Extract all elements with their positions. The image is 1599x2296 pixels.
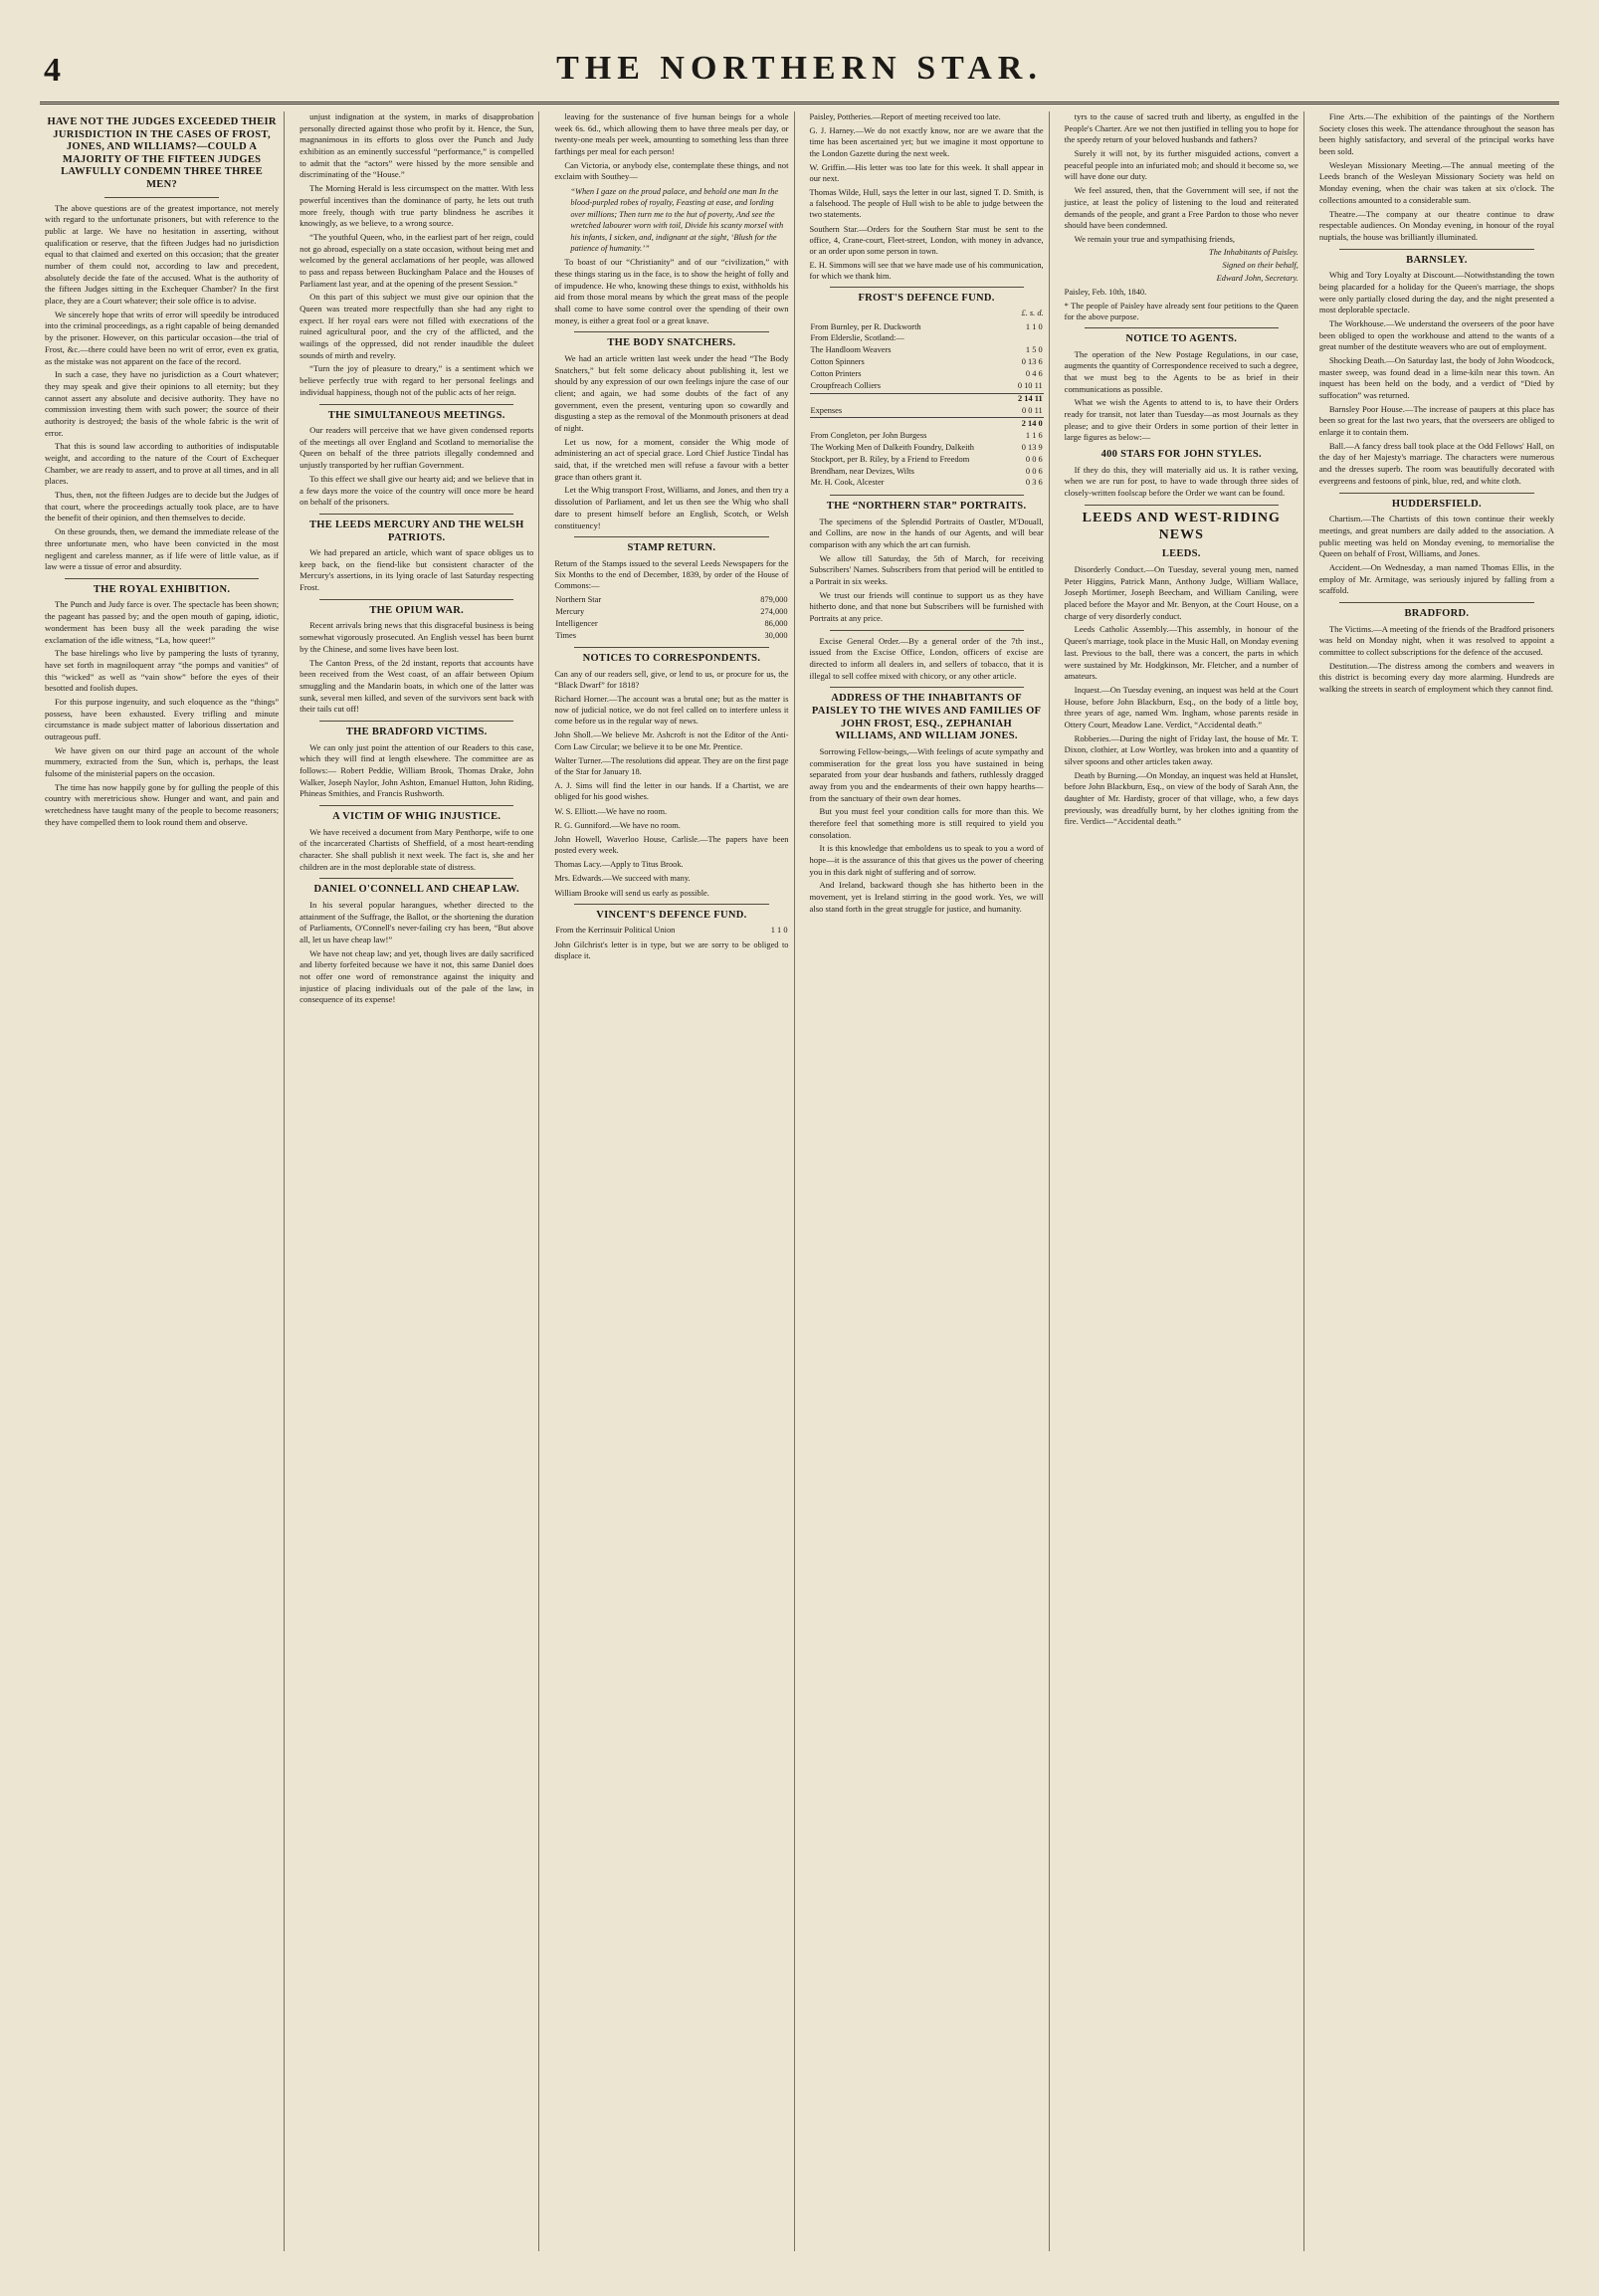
paragraph: unjust indignation at the system, in marks of disapprobation personally directed against those who profit by it. Hence, the Sun, magnanimous in its efforts to gloss over the Punch and Judy exhibition as an eminently successful “performance,” is compelled to admit that the “actors” were hissed by the more sensible and discriminating of the “House.” [300, 111, 534, 180]
stamp-label: Northern Star [555, 594, 602, 604]
frost-fund-label: Cotton Spinners [810, 357, 865, 367]
frost-fund-label: Cotton Printers [810, 369, 862, 379]
stamp-row [554, 630, 788, 642]
paragraph: Theatre.—The company at our theatre continue to draw respectable audiences. On Monday evening, in honour of the royal nuptials, the house was brilliantly illuminated. [1318, 208, 1554, 242]
headline-judges: HAVE NOT THE JUDGES EXCEEDED THEIR JURISDICTION IN THE CASES OF FROST, JONES, AND WILLIAMS?—COULD A MAJORITY OF THE FIFTEEN JUDGES LAWFULLY CONDEMN THREE THREE MEN? [47, 116, 277, 190]
paragraph: We sincerely hope that writs of error will speedily be introduced into the criminal proceedings, as a right capable of being demanded by the prisoner. However, on this particular occasion—the trial of Frost, &c.—there could have been no writ of error, even ex gratia, as the mistake was not apparent on the face of the record. [45, 309, 280, 366]
headline-portraits: THE “NORTHERN STAR” PORTRAITS. [826, 500, 1027, 512]
paragraph: Recent arrivals bring news that this disgraceful business is being somewhat vigorously prosecuted. An English vessel has been burnt by the Chinese, and some lives have been lost. [300, 620, 534, 654]
paragraph: What we wish the Agents to attend to is, to have their Orders ready for transit, not later than Tuesday—as most Journals as they please; and to give their Orders in some portion of their letter in large figures as below:— [1064, 397, 1299, 443]
order-example: 400 STARS FOR JOHN STYLES. [1100, 449, 1262, 461]
headline-leeds-news: LEEDS AND WEST-RIDING NEWS [1082, 510, 1281, 542]
paragraph: Destitution.—The distress among the combers and weavers in this district is becoming every day more alarming. Hundreds are walking the streets in search of employment which they cannot find. [1318, 660, 1554, 694]
paragraph: We remain your true and sympathising friends, [1074, 233, 1236, 244]
headline-vincent-fund: VINCENT'S DEFENCE FUND. [596, 909, 747, 921]
notice: A. J. Sims will find the letter in our hands. If a Chartist, we are obliged for his good wishes. [554, 781, 789, 802]
headline-bradford-victims: THE BRADFORD VICTIMS. [345, 726, 488, 737]
subheadline-bradford: BRADFORD. [1404, 607, 1470, 619]
newspaper-page [40, 46, 1559, 2260]
paragraph: The specimens of the Splendid Portraits of Oastler, M'Douall, and Collins, are now in the hands of our Agents, and will bear comparison with any which the art can furnish. [809, 516, 1044, 549]
headline-whig-injustice: A VICTIM OF WHIG INJUSTICE. [332, 810, 501, 822]
paragraph: tyrs to the cause of sacred truth and liberty, as engulfed in the People's Charter. Are we not then justified in telling you to hope for the speedy return of your beloved husbands and fathers? [1064, 111, 1299, 145]
notice: Mrs. Edwards.—We succeed with many. [554, 874, 691, 884]
column-6 [1314, 111, 1559, 2251]
divider [830, 687, 1024, 688]
notice: Richard Horner.—The account was a brutal one; but as the matter is now of judicial notice, we do not feel called on to interfere unless it come before us in the regular way of news. [554, 694, 789, 727]
paragraph: Can Victoria, or anybody else, contemplate these things, and not exclaim with Southey— [554, 159, 789, 182]
notice: Walter Turner.—The resolutions did appear. They are on the first page of the Star for January 18. [554, 755, 789, 776]
stamp-table [554, 594, 788, 642]
headline-frost-fund: FROST'S DEFENCE FUND. [858, 293, 995, 305]
frost-fund-label: Brendham, near Devizes, Wilts [810, 466, 914, 476]
notice: G. J. Harney.—We do not exactly know, nor are we aware that the time has been ascertained yet; but we imagine it most opportune to the London Gazette during the next week. [809, 126, 1044, 158]
dateline: Paisley, Feb. 10th, 1840. [1064, 287, 1147, 297]
paragraph: To boast of our “Christianity” and of our “civilization,” with these things staring us in the face, is to show the height of folly and of impudence. He who, knowing these things to exist, withholds his aid from those moral means by which the great mass of the people shall come to have some control over the spending of their own money, is either a great fool or a great knave. [554, 257, 789, 325]
paragraph: Barnsley Poor House.—The increase of paupers at this place has been so great for the last two years, that the overseers are obliged to enlarge it to contain them. [1318, 403, 1554, 438]
frost-fund-label: Stockport, per B. Riley, by a Friend to Freedom [810, 454, 970, 464]
vincent-fund-value: 1 1 0 [770, 925, 788, 935]
paragraph: The time has now happily gone by for gulling the people of this country with meretricious show. Hunger and want, and pain and wretchedness have taught many of the people to become reasoners; they have compelled them to look round them and observe. [45, 781, 280, 827]
headline-stamp-return: STAMP RETURN. [627, 542, 716, 554]
paragraph: To this effect we shall give our hearty aid; and we believe that in a few days more the voice of the country will once more be heard on behalf of the prisoners. [300, 473, 534, 508]
paragraph: We feel assured, then, that the Government will see, if not the justice, at least the policy of listening to the loud and reiterated demands of the people, and grant a Free Pardon to those who never should have been condemned. [1064, 185, 1299, 231]
frost-fund-value: 0 0 6 [1025, 466, 1043, 476]
divider [1085, 505, 1279, 506]
subheadline-leeds: LEEDS. [1161, 548, 1201, 560]
divider [319, 514, 513, 515]
frost-fund-row [810, 466, 1044, 478]
notice: W. S. Elliott.—We have no room. [554, 806, 668, 816]
divider [104, 197, 219, 198]
frost-fund-row [810, 321, 1044, 333]
headline-paisley-address: ADDRESS OF THE INHABITANTS OF PAISLEY TO THE WIVES AND FAMILIES OF JOHN FROST, ESQ., ZEPHANIAH WILLIAMS, AND WILLIAM JONES. [811, 693, 1042, 742]
notice: John Gilchrist's letter is in type, but we are sorry to be obliged to displace it. [554, 940, 789, 961]
signature: Signed on their behalf, [1222, 260, 1299, 270]
divider [830, 287, 1024, 288]
divider [65, 578, 259, 579]
paragraph: We had prepared an article, which want of space obliges us to keep back, on the fiend-like but consistent character of the Mercury's assertions, in its lying oracle of last Saturday respecting Frost. [300, 547, 534, 593]
newspaper-title: THE NORTHERN STAR. [556, 50, 1043, 87]
paragraph: Ball.—A fancy dress ball took place at the Odd Fellows' Hall, on the day of her Majesty's marriage. The characters were numerous and the dresses superb. The room was beautifully decorated with evergreens and festoons of pink, blue, red, and white cloth. [1318, 440, 1554, 486]
paragraph: The Workhouse.—We understand the overseers of the poor have been obliged to open the workhouse and attend to the wants of a great number of the destitute weavers who are out of employment. [1318, 317, 1554, 352]
subheadline-barnsley: BARNSLEY. [1406, 254, 1468, 266]
headline-simultaneous-meetings: THE SIMULTANEOUS MEETINGS. [327, 409, 505, 421]
paragraph: That this is sound law according to authorities of indisputable weight, and according to the nature of the Court of Exchequer Chamber, we are ready to assert, and to prove at all times, and in all places. [45, 441, 280, 487]
frost-fund-value [1011, 333, 1044, 345]
masthead [40, 46, 1559, 104]
frost-fund-row [810, 393, 1044, 405]
paragraph: Chartism.—The Chartists of this town continue their weekly meetings, and great numbers are daily added to the association. A public meeting was held on Monday evening, to memorialise the Queen on behalf of Frost, Williams, and Jones. [1318, 514, 1554, 559]
paragraph: If they do this, they will materially aid us. It is rather vexing, when we are run for post, to have to wade through three sides of closely-written foolscap before the Order we want can be found. [1064, 464, 1299, 499]
divider [319, 404, 513, 405]
paragraph: But you must feel your condition calls for more than this. We therefore feel that something more is still required to yield you consolation. [809, 806, 1044, 840]
paragraph: In his several popular harangues, whether directed to the attainment of the Suffrage, the Ballot, or the shortening the duration of Parliaments, O'Connell's never-failing cry has been, “But above all, let us have cheap law!” [300, 899, 534, 944]
column-5 [1060, 111, 1304, 2251]
frost-fund-row [810, 357, 1044, 369]
headline-correspondents: NOTICES TO CORRESPONDENTS. [582, 653, 761, 665]
frost-fund-row [810, 369, 1044, 381]
frost-fund-value: 0 10 11 [1017, 381, 1043, 391]
stamp-row [554, 618, 788, 630]
frost-fund-value: 1 1 6 [1025, 430, 1043, 440]
paragraph: The Canton Press, of the 2d instant, reports that accounts have been received from the West coast, of an affair between Opium smuggling and the Mandarin boats, in which one of the latter was sunk, several men killed, and seven of the survivors sent back with their tails cut off! [300, 657, 534, 715]
column-3 [549, 111, 794, 2251]
stamp-row [554, 606, 788, 618]
paragraph: We trust our friends will continue to support us as they have hitherto done, and that none but Subscribers will be furnished with Portraits at any price. [809, 589, 1044, 623]
headline-royal-exhibition: THE ROYAL EXHIBITION. [93, 583, 231, 595]
divider [830, 630, 1024, 631]
frost-fund-label: Croupfreach Colliers [810, 381, 881, 391]
divider [319, 805, 513, 806]
divider [319, 599, 513, 600]
frost-fund-row [810, 430, 1044, 442]
verse-quotation: “When I gaze on the proud palace, and behold one man In the blood-purpled robes of royalty, Feasting at ease, and lording over millions; Then turn me to the hut of poverty, And see the wretched labourer worn with toil, Divide his scanty morsel with his infants, I sicken, and, indignant at the sight, ‘Blush for the patience of humanity.’” [570, 187, 784, 253]
notice: Thomas Wilde, Hull, says the letter in our last, signed T. D. Smith, is a falsehood. The people of Hull wish to be able to judge between the two statements. [809, 188, 1044, 220]
paragraph: And Ireland, backward though she has hitherto been in the movement, yet is Ireland stirring in the good work. Yes, we will also stand forth in the great struggle for justice, and humanity. [809, 880, 1044, 914]
notice: William Brooke will send us early as possible. [554, 888, 709, 898]
frost-fund-row [810, 405, 1044, 417]
paragraph: leaving for the sustenance of five human beings for a whole week 6s. 6d., which allowing them to have three meals per day, or twenty-one meals per week, amounting to something less than three farthings per meal for each person! [554, 111, 789, 157]
vincent-fund-table [554, 925, 788, 937]
footnote: * The people of Paisley have already sent four petitions to the Queen for the above purpose. [1064, 301, 1299, 321]
paragraph: Robberies.—During the night of Friday last, the house of Mr. T. Dixon, clothier, at Low Wortley, was broken into and a quantity of silver spoons and other articles taken away. [1064, 732, 1299, 767]
paragraph: It is this knowledge that emboldens us to speak to you a word of hope—it is the assurance of this that gives us the power of cheering you in this dark night of suffering and of sorrow. [809, 843, 1044, 877]
frost-fund-label [810, 393, 1012, 405]
paragraph: We had an article written last week under the head “The Body Snatchers,” but felt some delicacy about publishing it, lest we should by any expression of our own feelings injure the case of our client; and again, we had some doubts of the fact of any government, even the present, venturing upon so cowardly and disgusting a step as the removal of the Monmouth prisoners at dead of night. [554, 352, 789, 434]
headline-leeds-mercury: THE LEEDS MERCURY AND THE WELSH PATRIOTS. [308, 519, 524, 543]
headline-opium-war: THE OPIUM WAR. [369, 604, 465, 616]
paragraph: We have not cheap law; and yet, though lives are daily sacrificed and liberty forfeited because we have it not, this same Daniel does not offer one word of remonstrance against the iniquity and injustice of placing individuals out of the pale of the law, in consequence of its expense! [300, 947, 534, 1005]
frost-fund-value: 0 13 6 [1021, 357, 1043, 367]
paragraph: The Victims.—A meeting of the friends of the Bradford prisoners was held on Monday night, when it was resolved to appoint a committee to collect subscriptions for the defence of the accused. [1318, 623, 1554, 657]
frost-fund-row [810, 478, 1044, 490]
notice: Paisley, Pottheries.—Report of meeting received too late. [809, 112, 1001, 121]
paragraph: On this part of this subject we must give our opinion that the Queen was treated more respectfully than she had any right to expect. If her royal ears were not filled with execrations of the ruined agricultural poor, and the cry of the afflicted, and the wailings of the oppressed, did not render inaudible the duleet sounds of mirth and revelry. [300, 292, 534, 360]
notice: W. Griffin.—His letter was too late for this week. It shall appear in our next. [809, 162, 1044, 183]
article-columns [40, 111, 1559, 2251]
paragraph: Excise General Order.—By a general order of the 7th inst., issued from the Excise Office, London, officers of excise are directed to inform all dealers in, and sellers of tobacco, that it is illegal to sell coffee mixed with chicory, or any other article. [809, 635, 1044, 681]
frost-fund-value: 1 1 0 [1025, 321, 1043, 331]
frost-fund-value: 0 13 9 [1021, 442, 1043, 452]
frost-fund-row [810, 333, 1044, 345]
frost-fund-row [810, 442, 1044, 454]
divider [574, 536, 768, 537]
paragraph: We have received a document from Mary Penthorpe, wife to one of the incarcerated Chartists of Sheffield, of a most heart-rending character. She shall publish it next week. The fact is, she and her children are in the most deplorable state of distress. [300, 826, 534, 872]
paragraph: For this purpose ingenuity, and such eloquence as the “things” possess, have been exhausted. Every trifling and minute circumstance is made subject matter of laborious dissertation and outrageous puff. [45, 696, 280, 742]
paragraph: Death by Burning.—On Monday, an inquest was held at Hunslet, before John Blackburn, Esq., on view of the body of Sarah Ann, the daughter of Mr. Hardisty, grocer of that village, who, a few days previously, was dreadfully burnt, by her clothes igniting from the fire. Verdict—“Accidental death.” [1064, 769, 1299, 827]
page-number: 4 [44, 52, 61, 89]
paragraph: Shocking Death.—On Saturday last, the body of John Woodcock, master sweep, was found dead in a lime-kiln near this town. An inquest has been held on the body, and a verdict of “Died by suffocation” was returned. [1318, 354, 1554, 401]
stamp-value: 274,000 [760, 606, 788, 616]
stamp-label: Times [555, 630, 576, 640]
frost-fund-value: 0 4 6 [1025, 369, 1043, 379]
headline-oconnell-cheap-law: DANIEL O'CONNELL AND CHEAP LAW. [313, 884, 519, 896]
divider [574, 647, 768, 648]
notice: John Howell, Waverloo House, Carlisle.—The papers have been posted every week. [554, 834, 789, 856]
stamp-value: 879,000 [760, 594, 788, 604]
frost-fund-label: Expenses [810, 405, 843, 415]
vincent-fund-label: From the Kerrinsuir Political Union [555, 925, 676, 935]
paragraph: Wesleyan Missionary Meeting.—The annual meeting of the Leeds branch of the Wesleyan Missionary Society was held on Monday evening, when the chair was taken at six o'clock. The collections amounted to a considerable sum. [1318, 159, 1554, 205]
signature: Edward John, Secretary. [1216, 273, 1299, 283]
notice: R. G. Gunniford.—We have no room. [554, 820, 681, 830]
divider [830, 495, 1024, 496]
divider [319, 721, 513, 722]
frost-fund-value: 0 0 11 [1022, 405, 1043, 415]
paragraph: The operation of the New Postage Regulations, in our case, augments the quantity of Correspondence received to such a degree, that we must beg to the Agents to be as brief in their communications as possible. [1064, 348, 1299, 394]
paragraph: “Turn the joy of pleasure to dreary,” is a sentiment which we believe perfectly true with regard to her personal feelings and individual happiness, though not of the public acts of her reign. [300, 363, 534, 397]
frost-fund-table [810, 321, 1044, 490]
paragraph: Our readers will perceive that we have given condensed reports of the meetings all over England and Scotland to memorialise the Queen on behalf of the three patriots illegally condemned and unjustly transported by her ruffian Government. [300, 425, 534, 471]
divider [1339, 493, 1534, 494]
column-2 [295, 111, 539, 2251]
divider [574, 904, 768, 905]
paragraph: Disorderly Conduct.—On Tuesday, several young men, named Peter Higgins, Patrick Mann, Anthony Judge, William Wallace, Joseph Mortimer, Joseph Beecham, and William Caniling, were placed before the Mayor and Mr. Benyon, at the Court House, on a charge of very disorderly conduct. [1064, 564, 1299, 621]
fund-currency-header: £. s. d. [1021, 309, 1044, 317]
frost-fund-row [810, 454, 1044, 466]
notice: Thomas Lacy.—Apply to Titus Brook. [554, 860, 684, 870]
paragraph: We can only just point the attention of our Readers to this case, which they will find at length elsewhere. The committee are as follows:— Robert Peddie, William Brook, Thomas Drake, John Walker, Joseph Naylor, John Ashton, Emanuel Hutton, John Riding, Phineas Smithies, and Francis Rushworth. [300, 741, 534, 799]
paragraph: Surely it will not, by its further misguided actions, convert a peaceful people into an infuriated mob; and should it become so, we will have done our duty. [1064, 148, 1299, 182]
paragraph: Whig and Tory Loyalty at Discount.—Notwithstanding the town being placarded for a holiday for the Queen's marriage, the shops were only partially closed during the day, and the night presented a most deplorable spectacle. [1318, 270, 1554, 315]
paragraph: The Morning Herald is less circumspect on the matter. With less powerful incentives than the dominance of party, he lets out truth more freely, though with true party blindness he ascribes it knowingly, as we believe, to a wrong source. [300, 183, 534, 229]
divider [1339, 249, 1534, 250]
frost-fund-row [810, 418, 1044, 430]
stamp-label: Intelligencer [555, 618, 598, 628]
paragraph: We have given on our third page an account of the whole mummery, extracted from the Sun, which is, perhaps, the least fulsome of the ministerial papers on the occasion. [45, 744, 280, 779]
stamp-value: 86,000 [764, 618, 788, 628]
paragraph: Leeds Catholic Assembly.—This assembly, in honour of the Queen's marriage, took place in the Music Hall, on Monday evening last. Previous to the ball, there was a concert, the parts in which were sustained by Mr. Hodgkinson, Mr. Fletcher, and a number of amateurs. [1064, 624, 1299, 682]
notice: Can any of our readers sell, give, or lend to us, or procure for us, the “Black Dwarf” for 1818? [554, 669, 789, 690]
frost-fund-value: 0 3 6 [1025, 478, 1043, 488]
stamp-label: Mercury [555, 606, 585, 616]
divider [574, 331, 768, 332]
headline-notice-agents: NOTICE TO AGENTS. [1125, 333, 1238, 345]
frost-fund-label: The Handloom Weavers [810, 345, 892, 355]
divider [1339, 602, 1534, 603]
paragraph: The base hirelings who live by pampering the lusts of tyranny, have set forth in magniloquent array “the pomps and vanities” of this “wicked” as well as “vain show” before the eyes of their besotted and foolish dupes. [45, 648, 280, 694]
headline-body-snatchers: THE BODY SNATCHERS. [607, 337, 736, 349]
paragraph: On these grounds, then, we demand the immediate release of the three unfortunate men, who have been convicted in the most negligent and careless manner, as if life were of little value, as if law were a tissue of error and absurdity. [45, 526, 280, 572]
frost-fund-label: The Working Men of Dalkeith Foundry, Dalkeith [810, 442, 974, 452]
notice: Southern Star.—Orders for the Southern Star must be sent to the office, 4, Crane-court, Fleet-street, London, with money in advance, or an order upon some person in town. [809, 224, 1044, 256]
paragraph: The Punch and Judy farce is over. The spectacle has been shown; the pageant has passed by; and the open mouth of gaping, idiotic, wonderment has been busy all the week parading the wise exclamation of the idle witness, “La, how queer!” [45, 599, 280, 645]
stamp-value: 30,000 [764, 630, 788, 640]
frost-fund-value: 1 5 0 [1025, 345, 1043, 355]
column-1 [40, 111, 285, 2251]
paragraph: Sorrowing Fellow-beings,—With feelings of acute sympathy and commiseration for the great loss you have sustained in being separated from your dear husbands and fathers, ruthlessly dragged away from you and the endearments of their own happy hearths—from the sanctuary of their own dear homes. [809, 745, 1044, 803]
paragraph: In such a case, they have no jurisdiction as a Court whatever; they may speak and give their opinions to all eternity; but they cannot assert any absolute and decisive authority. They have no commission investing them with such power; the source of their authority is destroyed; the basis of the whole fabric is the writ of error. [45, 369, 280, 438]
stamp-intro: Return of the Stamps issued to the several Leeds Newspapers for the Six Months to the end of December, 1839, by order of the House of Commons:— [554, 558, 789, 591]
frost-fund-label: From Elderslie, Scotland:— [810, 333, 904, 343]
frost-fund-label: Mr. H. Cook, Alcester [810, 478, 885, 488]
vincent-fund-row [554, 925, 788, 937]
frost-fund-label: From Congleton, per John Burgess [810, 430, 927, 440]
subheadline-huddersfield: HUDDERSFIELD. [1391, 498, 1482, 510]
paragraph: The above questions are of the greatest importance, not merely with regard to the unfortunate prisoners, but with reference to the public at large. We have no hesitation in asserting, without qualification or reserve, that the fifteen Judges had no jurisdiction equal to that claimed and exerted on this occasion; that the greater number of them could not, according to law and precedent, absolutely decide the fate of the accused. What is the authority of the fifteen Judges sitting in the Exchequer Chamber? In the first place, they are a Court whatever; their sole office is to advise. [45, 202, 280, 307]
column-4 [805, 111, 1050, 2251]
paragraph: Fine Arts.—The exhibition of the paintings of the Northern Society closes this week. The attendance throughout the season has been highly satisfactory, and several of the principal works have been sold. [1318, 111, 1554, 157]
frost-fund-value: 0 0 6 [1025, 454, 1043, 464]
divider [319, 878, 513, 879]
frost-fund-value: 2 14 0 [1011, 418, 1044, 430]
divider [1085, 327, 1279, 328]
paragraph: Thus, then, not the fifteen Judges are to decide but the Judges of that court, where the proceedings actually took place, are to have the benefit of their opinion, and then themselves to decide. [45, 490, 280, 523]
paragraph: Let the Whig transport Frost, Williams, and Jones, and then try a dissolution of Parliament, and let us then see the Whig who shall dare to present himself before an English, Scotch, or Welsh constituency! [554, 485, 789, 530]
paragraph: Let us now, for a moment, consider the Whig mode of administering an act of special grace. Lord Chief Justice Tindal has said, that, if the wretched men will refuse a favour with a better grace than others grant it. [554, 436, 789, 482]
frost-fund-label [810, 418, 1012, 430]
notice: E. H. Simmons will see that we have made use of his communication, for which we thank him. [809, 261, 1044, 282]
frost-fund-value: 2 14 11 [1011, 393, 1044, 405]
notice: John Sholl.—We believe Mr. Ashcroft is not the Editor of the Anti-Corn Law Circular; we believe it to be one Mr. Prentice. [554, 731, 789, 751]
frost-fund-label: From Burnley, per R. Duckworth [810, 321, 921, 331]
paragraph: Accident.—On Wednesday, a man named Thomas Ellis, in the employ of Mr. Armitage, was seriously injured by falling from a scaffold. [1318, 561, 1554, 596]
stamp-row [554, 594, 788, 606]
frost-fund-row [810, 345, 1044, 357]
paragraph: We allow till Saturday, the 5th of March, for receiving Subscribers' Names. Subscribers from that period will be entitled to a Portrait in six weeks. [809, 552, 1044, 586]
signature: The Inhabitants of Paisley. [1209, 247, 1299, 257]
paragraph: Inquest.—On Tuesday evening, an inquest was held at the Court House, before John Blackburn, Esq., on the body of a little boy, three years of age, named Wm. Ingham, whose parents reside in Ottery Court, Meadow Lane. Verdict, “Accidental death.” [1064, 684, 1299, 730]
frost-fund-row [810, 381, 1044, 393]
quoted-paragraph: “The youthful Queen, who, in the earliest part of her reign, could not go abroad, especially on a state occasion, without being met and welcomed by the general acclamations of her people, was allowed to pass and repass between Buckingham Palace and the Houses of Parliament last year, and at the opening of the present Session.” [300, 231, 534, 289]
